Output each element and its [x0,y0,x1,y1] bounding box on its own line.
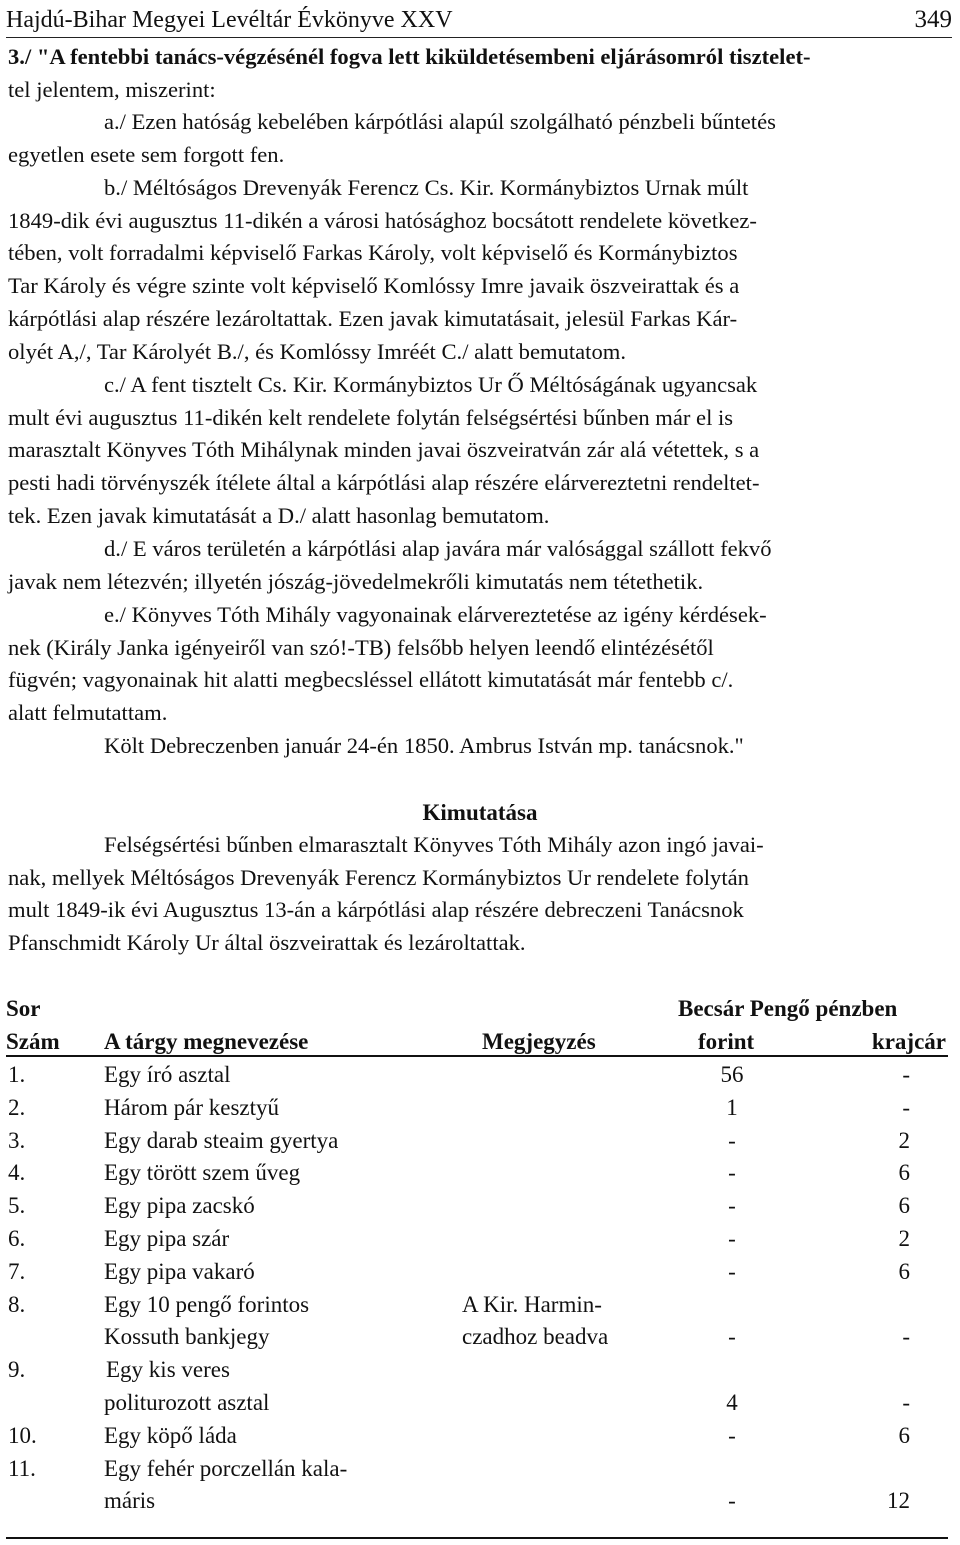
header-divider [6,37,952,38]
text-line: javak nem létezvén; illyetén jószág-jövedelmekrőli kimutatás nem tétethetik. [8,568,704,594]
item-name: Kossuth bankjegy [104,1324,270,1350]
text-line: 3./ "A fentebbi tanács-végzésénél fogva lett kiküldetésembeni eljárásomról tisztelet- [8,44,811,69]
item-name: Egy pipa zacskó [104,1193,255,1219]
krajcar-value: - [902,1094,910,1120]
text-line: egyetlen esete sem forgott fen. [8,141,285,167]
item-name: Egy pipa szár [104,1226,230,1251]
forint-value: - [728,1127,736,1153]
item-name: Egy 10 pengő forintos [104,1291,310,1317]
item-name: Egy kis veres [106,1357,230,1383]
section-title: Kimutatása [422,800,538,825]
item-note: A Kir. Harmin- [462,1291,602,1317]
item-name: Egy író asztal [104,1062,231,1087]
forint-value: 4 [726,1390,738,1415]
item-name: Három pár kesztyű [104,1094,279,1120]
krajcar-value: 12 [887,1488,910,1514]
running-header [6,2,952,38]
krajcar-value: 6 [898,1193,910,1219]
row-number: 4. [8,1160,26,1186]
forint-value: 1 [726,1094,738,1120]
closing-line [8,730,954,763]
col-header-forint: forint [698,1029,755,1054]
col-header-becsar: Becsár Pengő pénzben [678,996,898,1021]
text-line: olyét A,/, Tar Károlyét B./, és Komlóssy Imréét C./ alatt bemutatom. [8,338,626,364]
text-line: tében, volt forradalmi képviselő Farkas Károly, volt képviselő és Kormánybiztos [8,240,738,266]
table-header-rule [6,1055,948,1057]
text-line: marasztalt Könyves Tóth Mihálynak minden javai öszveiratván zár alá vétettek, s a [8,437,760,463]
krajcar-value: - [902,1062,910,1087]
row-number: 8. [8,1291,26,1317]
row-number: 10. [8,1422,37,1448]
paragraph-a [8,106,954,171]
text-line: e./ Könyves Tóth Mihály vagyonainak elárvereztetése az igény kérdések- [104,602,767,627]
forint-value: - [728,1193,736,1219]
col-header-targy: A tárgy megnevezése [104,1029,309,1054]
paragraph-b [8,172,954,368]
journal-title: Hajdú-Bihar Megyei Levéltár Évkönyve XXV [6,7,453,33]
text-line: tel jelentem, miszerint: [8,76,216,102]
text-line: mult évi augusztus 11-dikén kelt rendelete folytán felségsértési bűnben már el is [8,404,734,430]
forint-value: 56 [720,1062,744,1087]
paragraph-d [8,533,954,598]
text-line: c./ A fent tisztelt Cs. Kir. Kormánybiztos Ur Ő Méltóságának ugyancsak [104,372,758,397]
paragraph-3 [8,41,954,106]
krajcar-value: - [902,1390,910,1415]
text-line: Költ Debreczenben január 24-én 1850. Ambrus István mp. tanácsnok." [104,733,744,758]
forint-value: - [728,1258,736,1284]
col-header-krajcar: krajcár [871,1029,946,1054]
krajcar-value: 6 [898,1422,910,1448]
row-number: 9. [8,1357,26,1383]
text-line: pesti hadi törvényszék ítélete által a kárpótlási alap részére elárvereztetni rendeltet- [8,470,760,496]
krajcar-value: 2 [898,1127,910,1153]
item-name: Egy fehér porczellán kala- [104,1455,348,1481]
text-line: 1849-dik évi augusztus 11-dikén a városi hatósághoz bocsátott rendelete következ- [8,207,757,233]
forint-value: - [728,1488,736,1514]
item-name: Egy pipa vakaró [104,1258,255,1284]
text-line: d./ E város területén a kárpótlási alap javára már valósággal szállott fekvő [104,536,772,561]
text-line: a./ Ezen hatóság kebelében kárpótlási alapúl szolgálható pénzbeli bűntetés [104,109,776,134]
inventory-intro [8,829,954,960]
row-number: 11. [8,1455,36,1481]
col-header-szam: Szám [6,1029,60,1054]
item-name: Egy törött szem űveg [104,1160,301,1186]
krajcar-value: 2 [898,1226,910,1251]
row-number: 2. [8,1094,26,1120]
row-number: 7. [8,1258,26,1284]
text-line: fügvén; vagyonainak hit alatti megbecsléssel ellátott kimutatását már fentebb c/. [8,667,734,693]
row-number: 1. [8,1062,26,1087]
forint-value: - [728,1160,736,1186]
text-line: tek. Ezen javak kimutatását a D./ alatt hasonlag bemutatom. [8,502,550,528]
krajcar-value: 6 [898,1160,910,1186]
paragraph-c [8,369,954,533]
forint-value: - [728,1422,736,1448]
forint-value: - [728,1324,736,1350]
row-number: 3. [8,1127,26,1153]
text-line: kárpótlási alap részére lezároltattak. Ezen javak kimutatásait, jelesül Farkas Kár- [8,305,738,331]
col-header-megjegyzes: Megjegyzés [482,1029,596,1054]
text-line: Pfanschmidt Károly Ur által öszveirattak és lezároltattak. [8,930,526,956]
paragraph-e [8,599,954,730]
item-name: Egy köpő láda [104,1422,237,1448]
krajcar-value: 6 [898,1258,910,1284]
text-line: mult 1849-ik évi Augusztus 13-án a kárpótlási alap részére debreczeni Tanácsnok [8,897,744,923]
item-name: Egy darab steaim gyertya [104,1127,339,1153]
page-number: 349 [914,6,952,33]
text-line: alatt felmutattam. [8,700,168,726]
col-header-sor: Sor [6,996,41,1021]
text-line: nek (Király Janka igényeiről van szó!-TB) felsőbb helyen leendő elintézésétől [8,634,714,660]
text-line: Felségsértési bűnben elmarasztalt Könyves Tóth Mihály azon ingó javai- [104,832,764,857]
forint-value: - [728,1226,736,1251]
item-name: máris [104,1488,156,1514]
text-line: nak, mellyek Méltóságos Drevenyák Ferencz Kormánybiztos Ur rendelete folytán [8,864,749,890]
row-number: 6. [8,1226,26,1251]
text-line: b./ Méltóságos Drevenyák Ferencz Cs. Kir. Kormánybiztos Urnak múlt [104,175,749,200]
text-line: Tar Károly és végre szinte volt képviselő Komlóssy Imre javaik öszveirattak és a [8,273,740,299]
item-note: czadhoz beadva [462,1324,609,1350]
table-bottom-rule [6,1537,948,1539]
krajcar-value: - [902,1324,910,1350]
row-number: 5. [8,1193,26,1219]
item-name: politurozott asztal [104,1390,270,1415]
